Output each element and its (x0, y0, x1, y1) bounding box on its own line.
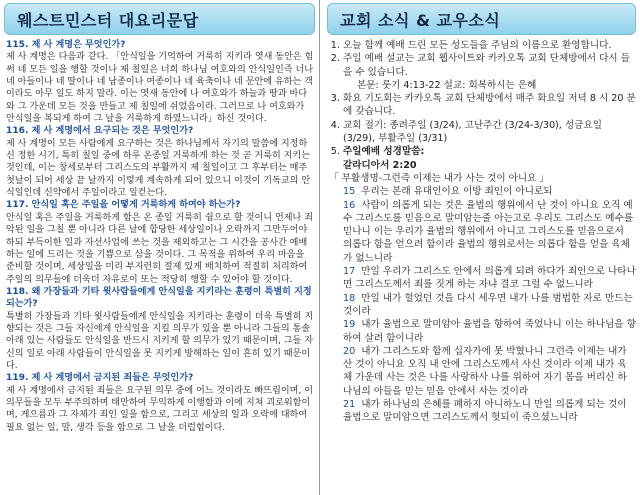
verse-number: 21 (343, 399, 356, 411)
verse-text: 내가 하나님의 은혜를 폐하지 아니하노니 만일 의롭게 되는 것이 율법으로 말미암으면 그리스도께서 헛되이 죽으셨느니라 (343, 399, 627, 424)
verse-number: 18 (343, 292, 356, 304)
qa-item (6, 372, 315, 434)
news-item: 1. 오늘 함께 예배 드린 모든 성도들을 주님의 이름으로 환영합니다. (343, 39, 636, 52)
news-column (321, 0, 640, 495)
bible-verse (329, 199, 636, 265)
bible-section (343, 145, 636, 172)
question-text: 118. 왜 가장들과 기타 윗사람들에게 안식일을 지키라는 훈령이 특별히 지정되는가? (6, 286, 312, 310)
sermon-reference: 본문: 룻기 4:13-22 설교: 회복하시는 은혜 (357, 79, 537, 91)
question-text: 116. 제 사 계명에서 요구되는 것은 무엇인가? (6, 126, 194, 137)
church-calendar: 4. 교회 절기: 종려주일 (3/24), 고난주간 (3/24-3/30), 성금요일 (3/29), 부활주일 (3/31) (343, 119, 636, 146)
verse-number: 17 (343, 266, 356, 278)
news-item-text: 주일 예배 설교는 교회 웹사이트와 카카오톡 교회 단체방에서 다시 들을 수 있습니다. (343, 53, 630, 78)
bible-verse (329, 292, 636, 319)
verse-text: 사람이 의롭게 되는 것은 율법의 행위에서 난 것이 아니요 오직 예수 그리스도를 믿음으로 말미암는줄 아는고로 우리도 그리스도 예수를 믿나니 이는 우리가 율법의 행위에서 아니고 그리스도를 믿음으로서 의롭다 함을 얻으려 함이라 율법의 행위로서는 의롭다 함을 얻을 육체가 없느니라 (343, 199, 634, 264)
verse-number: 16 (343, 199, 356, 211)
qa-item (6, 199, 315, 285)
answer-text: 제 사 계명이 모든 사람에게 요구하는 것은 하나님께서 자기의 말씀에 지정하신 정한 시기, 특히 칠일 중에 하루 온종일 거룩하게 하는 것 곧 거룩히 지키는 것인데, 이는 창세로부터 그리스도의 부활까지 제 칠일이고 그 후부터는 매주 첫날이 되어 세상 끝 날까지 이렇게 계속하게 되어 있으니 이것이 기독교의 안식일인데 신약에서 주일이라고 일컫는다. (6, 138, 311, 199)
news-title: 교회 소식 & 교우소식 (327, 3, 636, 35)
verse-number: 19 (343, 319, 356, 331)
bible-heading: 주일예배 성경말씀: (343, 146, 425, 158)
catechism-body (0, 39, 319, 434)
news-list (329, 39, 636, 172)
verse-number: 20 (343, 345, 356, 357)
verse-number: 15 (343, 186, 356, 198)
answer-text: 안식일 혹은 주일을 거룩하게 함은 온 종일 거룩히 쉼으로 할 것이니 언제나 죄악된 일을 그칠 뿐 아니라 다른 날에 합당한 세상일이나 오락까지 그만두어야 하되 부득이한 일과 자선사업에 쓰는 것을 제외하고는 그 시간을 공사간 예배하는 일에 드리는 것을 기쁨으로 삼을 것이다. 그 목적을 위하여 우리 마음을 준비할 것이며, 세상일을 미리 부지런히 절제 있게 배치하여 적절히 처리하여 주일의 의무들에 더욱더 자유로이 또는 적당히 행할 수 있어야 할 것이다. (6, 212, 314, 285)
bible-topic: 「 부활생명-그런즉 이제는 내가 사는 것이 아니요 」 (329, 172, 550, 184)
verse-text: 만일 내가 헐었던 것을 다시 세우면 내가 나를 범법한 자로 만드는 것이라 (343, 292, 633, 317)
answer-text: 제 사 계명은 다음과 같다. 「안식일을 기억하여 거룩히 지키라 엿새 동안은 힘써 네 모든 일을 행할 것이나 제 칠일은 너희 하나님 여호와의 안식일인즉 너나 네 아들이나 네 딸이나 네 남종이나 여종이나 네 육축이나 네 문안에 유하는 객이라도 아무 일도 하지 말라. 이는 엿새 동안에 나 여호와가 하늘과 땅과 바다와 그 가운데 모든 것을 만들고 제 칠일에 쉬었음이라. 그러므로 나 여호와가 안식일을 복되게 하여 그 날을 거룩하게 하였느니라」하신 것이다. (6, 52, 314, 125)
bible-verse (329, 345, 636, 398)
qa-item (6, 125, 315, 199)
verse-text: 내가 율법으로 말미암아 율법을 향하여 죽었나니 이는 하나님을 향하여 살려 함이니라 (343, 319, 636, 344)
catechism-title: 웨스트민스터 대요리문답 (4, 3, 315, 35)
bible-reference: 갈라디아서 2:20 (343, 159, 417, 171)
qa-item (6, 39, 315, 125)
verse-text: 우리는 본래 유대인이요 이방 죄인이 아니로되 (361, 186, 553, 198)
news-item: 3. 화요 기도회는 카카오톡 교회 단체방에서 매주 화요일 저녁 8 시 20 분에 갖습니다. (343, 92, 636, 119)
bible-verse (329, 185, 636, 198)
question-text: 117. 안식일 혹은 주일을 어떻게 거룩하게 하여야 하는가? (6, 200, 241, 211)
news-body (321, 39, 640, 425)
answer-text: 특별히 가장들과 기타 윗사람들에게 안식일을 지키라는 훈령이 더욱 특별히 지향되는 것은 그들 자신에게 안식일을 지킬 의무가 있을 뿐 아니라 그들의 통솔 아래 있는 사람들도 안식일을 반드시 지키게 할 의무가 있기 때문이며, 그들 자신의 일로 아래 사람들이 안식일을 못 지키게 방해하는 일이 흔히 있기 때문이다. (6, 311, 314, 371)
question-text: 115. 제 사 계명은 무엇인가? (6, 40, 126, 50)
verse-text: 만일 우리가 그리스도 안에서 의롭게 되려 하다가 죄인으로 나타나면 그리스도께서 죄를 짓게 하는 자냐 결코 그럴 수 없느니라 (343, 266, 636, 291)
news-item (343, 52, 636, 92)
answer-text: 제 사 계명에서 금지된 죄들은 요구된 의무 중에 어느 것이라도 빠뜨림이며, 이 의무들을 모두 부주의하며 태만하여 무익하게 이행함과 이에 지쳐 괴로워함이며, 게으름과 그 자체가 죄인 일을 함으로, 그리고 세상의 일과 오락에 대하여 필요 없는 일, 말, 생각 등을 함으로 그 날을 더럽힘이다. (6, 385, 314, 433)
bible-verse (329, 265, 636, 292)
verse-text: 내가 그리스도와 함께 십자가에 못 박혔나니 그런즉 이제는 내가 산 것이 아니요 오직 내 안에 그리스도께서 사신 것이라 이제 내가 육체 가운데 사는 것은 나를 사랑하사 나를 위하여 자기 몸을 버리신 하나님의 아들을 믿는 믿음 안에서 사는 것이라 (343, 345, 627, 397)
question-text: 119. 제 사 계명에서 금지된 죄들은 무엇인가? (6, 373, 194, 384)
bible-verse (329, 318, 636, 345)
bible-verse (329, 398, 636, 425)
qa-item (6, 286, 315, 372)
